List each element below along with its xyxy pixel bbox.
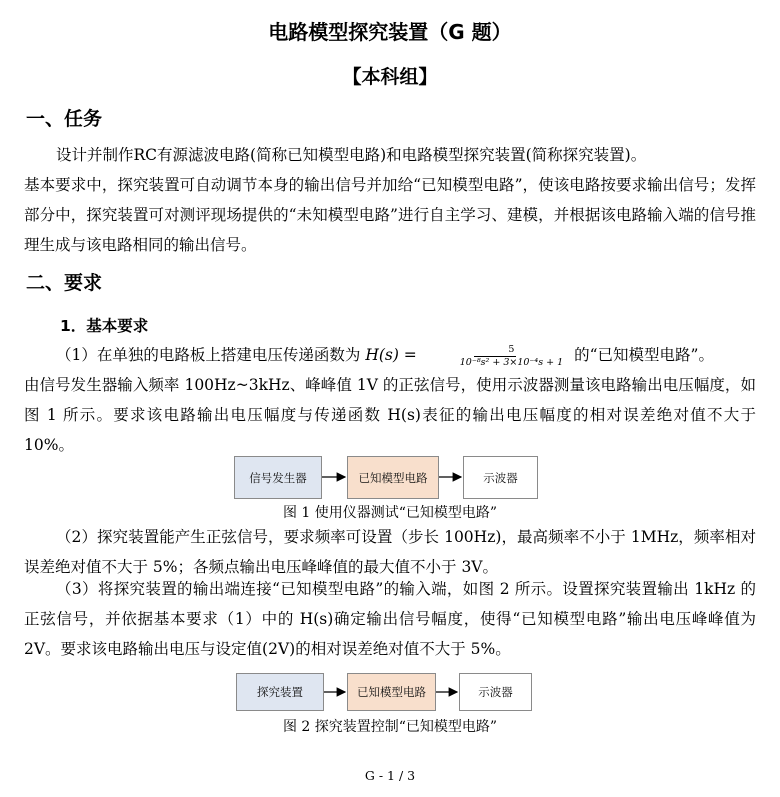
requirement-1-suffix: 的“已知模型电路”。 bbox=[574, 346, 714, 364]
page-footer: G - 1 / 3 bbox=[364, 768, 416, 783]
subsection-heading-basic: 1．基本要求 bbox=[60, 317, 149, 335]
formula-lhs: H(s) = bbox=[365, 346, 417, 364]
section-heading-task: 一、任务 bbox=[26, 108, 103, 130]
page-subtitle: 【本科组】 bbox=[342, 66, 438, 88]
figure1-caption: 图 1 使用仪器测试“已知模型电路” bbox=[282, 505, 498, 521]
section-heading-requirements: 二、要求 bbox=[26, 272, 103, 294]
figure2-caption: 图 2 探究装置控制“已知模型电路” bbox=[282, 719, 498, 735]
requirement-3-text: （3）将探究装置的输出端连接“已知模型电路”的输入端，如图 2 所示。设置探究装置输出 1kHz 的正弦信号，并依据基本要求（1）中的 H(s)确定输出信号幅度，使得“已知模型电路”输出电压峰峰值为 2V。要求该电路输出电压与设定值(2V)的相对误差绝对值不大于 5%。 bbox=[24, 580, 756, 658]
figure1-known-model-box: 已知模型电路 bbox=[347, 456, 439, 499]
requirement-1-prefix: （1）在单独的电路板上搭建电压传递函数为 bbox=[56, 346, 361, 364]
task-text-body: 基本要求中，探究装置可自动调节本身的输出信号并加给“已知模型电路”，使该电路按要求输出信号；发挥部分中，探究装置可对测评现场提供的“未知模型电路”进行自主学习、建模，并根据该电路输入端的信号推理生成与该电路相同的输出信号。 bbox=[24, 176, 756, 254]
figure2-oscilloscope-box: 示波器 bbox=[459, 673, 532, 711]
task-text-line1: 设计并制作RC有源滤波电路(简称已知模型电路)和电路模型探究装置(简称探究装置)。 bbox=[56, 146, 647, 164]
page-title: 电路模型探究装置（G 题） bbox=[268, 20, 512, 44]
figure2-probe-device-box: 探究装置 bbox=[236, 673, 324, 711]
figure1-signal-generator-box: 信号发生器 bbox=[234, 456, 322, 499]
figure2-known-model-box: 已知模型电路 bbox=[347, 673, 436, 711]
requirement-2-text: （2）探究装置能产生正弦信号，要求频率可设置（步长 100Hz)，最高频率不小于 1MHz，频率相对误差绝对值不大于 5%；各频点输出电压峰峰值的最大值不小于 3V。 bbox=[24, 528, 756, 576]
formula-denominator: 10⁻⁸s² + 3×10⁻⁴s + 1 bbox=[459, 356, 564, 368]
figure1-oscilloscope-box: 示波器 bbox=[463, 456, 538, 499]
formula-numerator: 5 bbox=[474, 344, 516, 357]
requirement-1-rest: 由信号发生器输入频率 100Hz~3kHz、峰峰值 1V 的正弦信号，使用示波器测量该电路输出电压幅度，如图 1 所示。要求该电路输出电压幅度与传递函数 H(s)表征的输出电压幅度的相对误差绝对值不大于 10%。 bbox=[24, 376, 756, 454]
